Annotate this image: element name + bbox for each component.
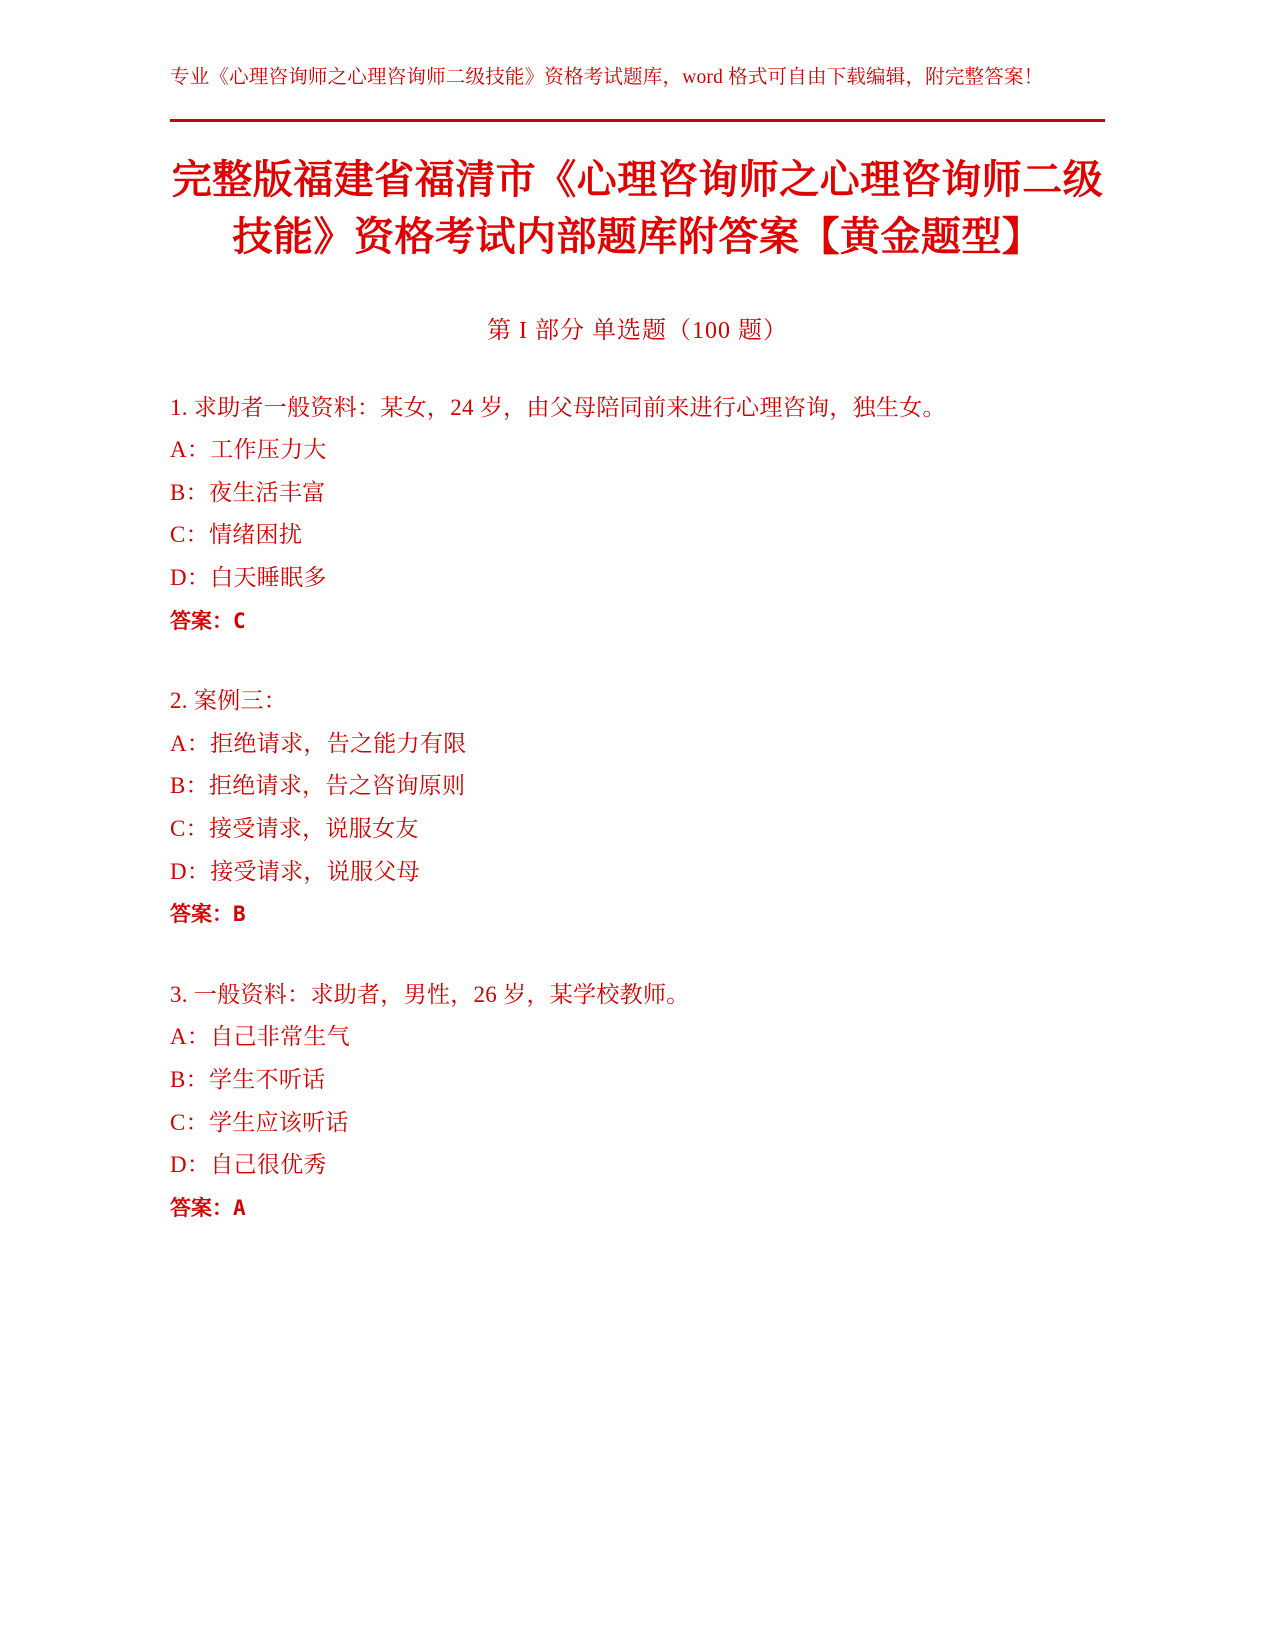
header-note: 专业《心理咨询师之心理咨询师二级技能》资格考试题库，word 格式可自由下载编辑，附完整答案！ bbox=[170, 67, 1044, 88]
question-option: D：自己很优秀 bbox=[170, 1152, 327, 1178]
question-stem: 2. 案例三： bbox=[170, 688, 288, 714]
answer-label: 答案： bbox=[170, 608, 233, 633]
section-heading: 第 I 部分 单选题（100 题） bbox=[487, 317, 788, 344]
question-item bbox=[170, 974, 1105, 1228]
question-stem: 1. 求助者一般资料：某女，24 岁，由父母陪同前来进行心理咨询，独生女。 bbox=[170, 394, 946, 420]
answer-label: 答案： bbox=[170, 1195, 233, 1220]
question-answer bbox=[170, 602, 1105, 641]
answer-value: C bbox=[233, 608, 246, 633]
question-option: D：白天睡眠多 bbox=[170, 564, 327, 590]
answer-label: 答案： bbox=[170, 902, 233, 927]
question-answer bbox=[170, 895, 1105, 934]
question-option: C：学生应该听话 bbox=[170, 1109, 349, 1135]
question-option: D：接受请求，说服父母 bbox=[170, 858, 420, 884]
question-option: A：工作压力大 bbox=[170, 437, 327, 463]
question-option: C：接受请求，说服女友 bbox=[170, 816, 419, 841]
question-option: A：拒绝请求，告之能力有限 bbox=[170, 730, 467, 756]
question-option: B：学生不听话 bbox=[170, 1067, 326, 1093]
question-option: B：拒绝请求，告之咨询原则 bbox=[170, 773, 466, 799]
page-title: 完整版福建省福清市《心理咨询师之心理咨询师二级技能》资格考试内部题库附答案【黄金题型】 bbox=[171, 157, 1104, 260]
question-option: C：情绪困扰 bbox=[170, 522, 303, 548]
question-stem: 3. 一般资料：求助者，男性，26 岁，某学校教师。 bbox=[170, 981, 690, 1007]
answer-value: B bbox=[233, 902, 246, 927]
header-divider bbox=[170, 119, 1105, 122]
answer-value: A bbox=[233, 1195, 246, 1220]
question-answer bbox=[170, 1189, 1105, 1228]
question-item bbox=[170, 680, 1105, 934]
question-option: B：夜生活丰富 bbox=[170, 479, 326, 505]
question-option: A：自己非常生气 bbox=[170, 1024, 351, 1050]
question-item bbox=[170, 387, 1105, 641]
